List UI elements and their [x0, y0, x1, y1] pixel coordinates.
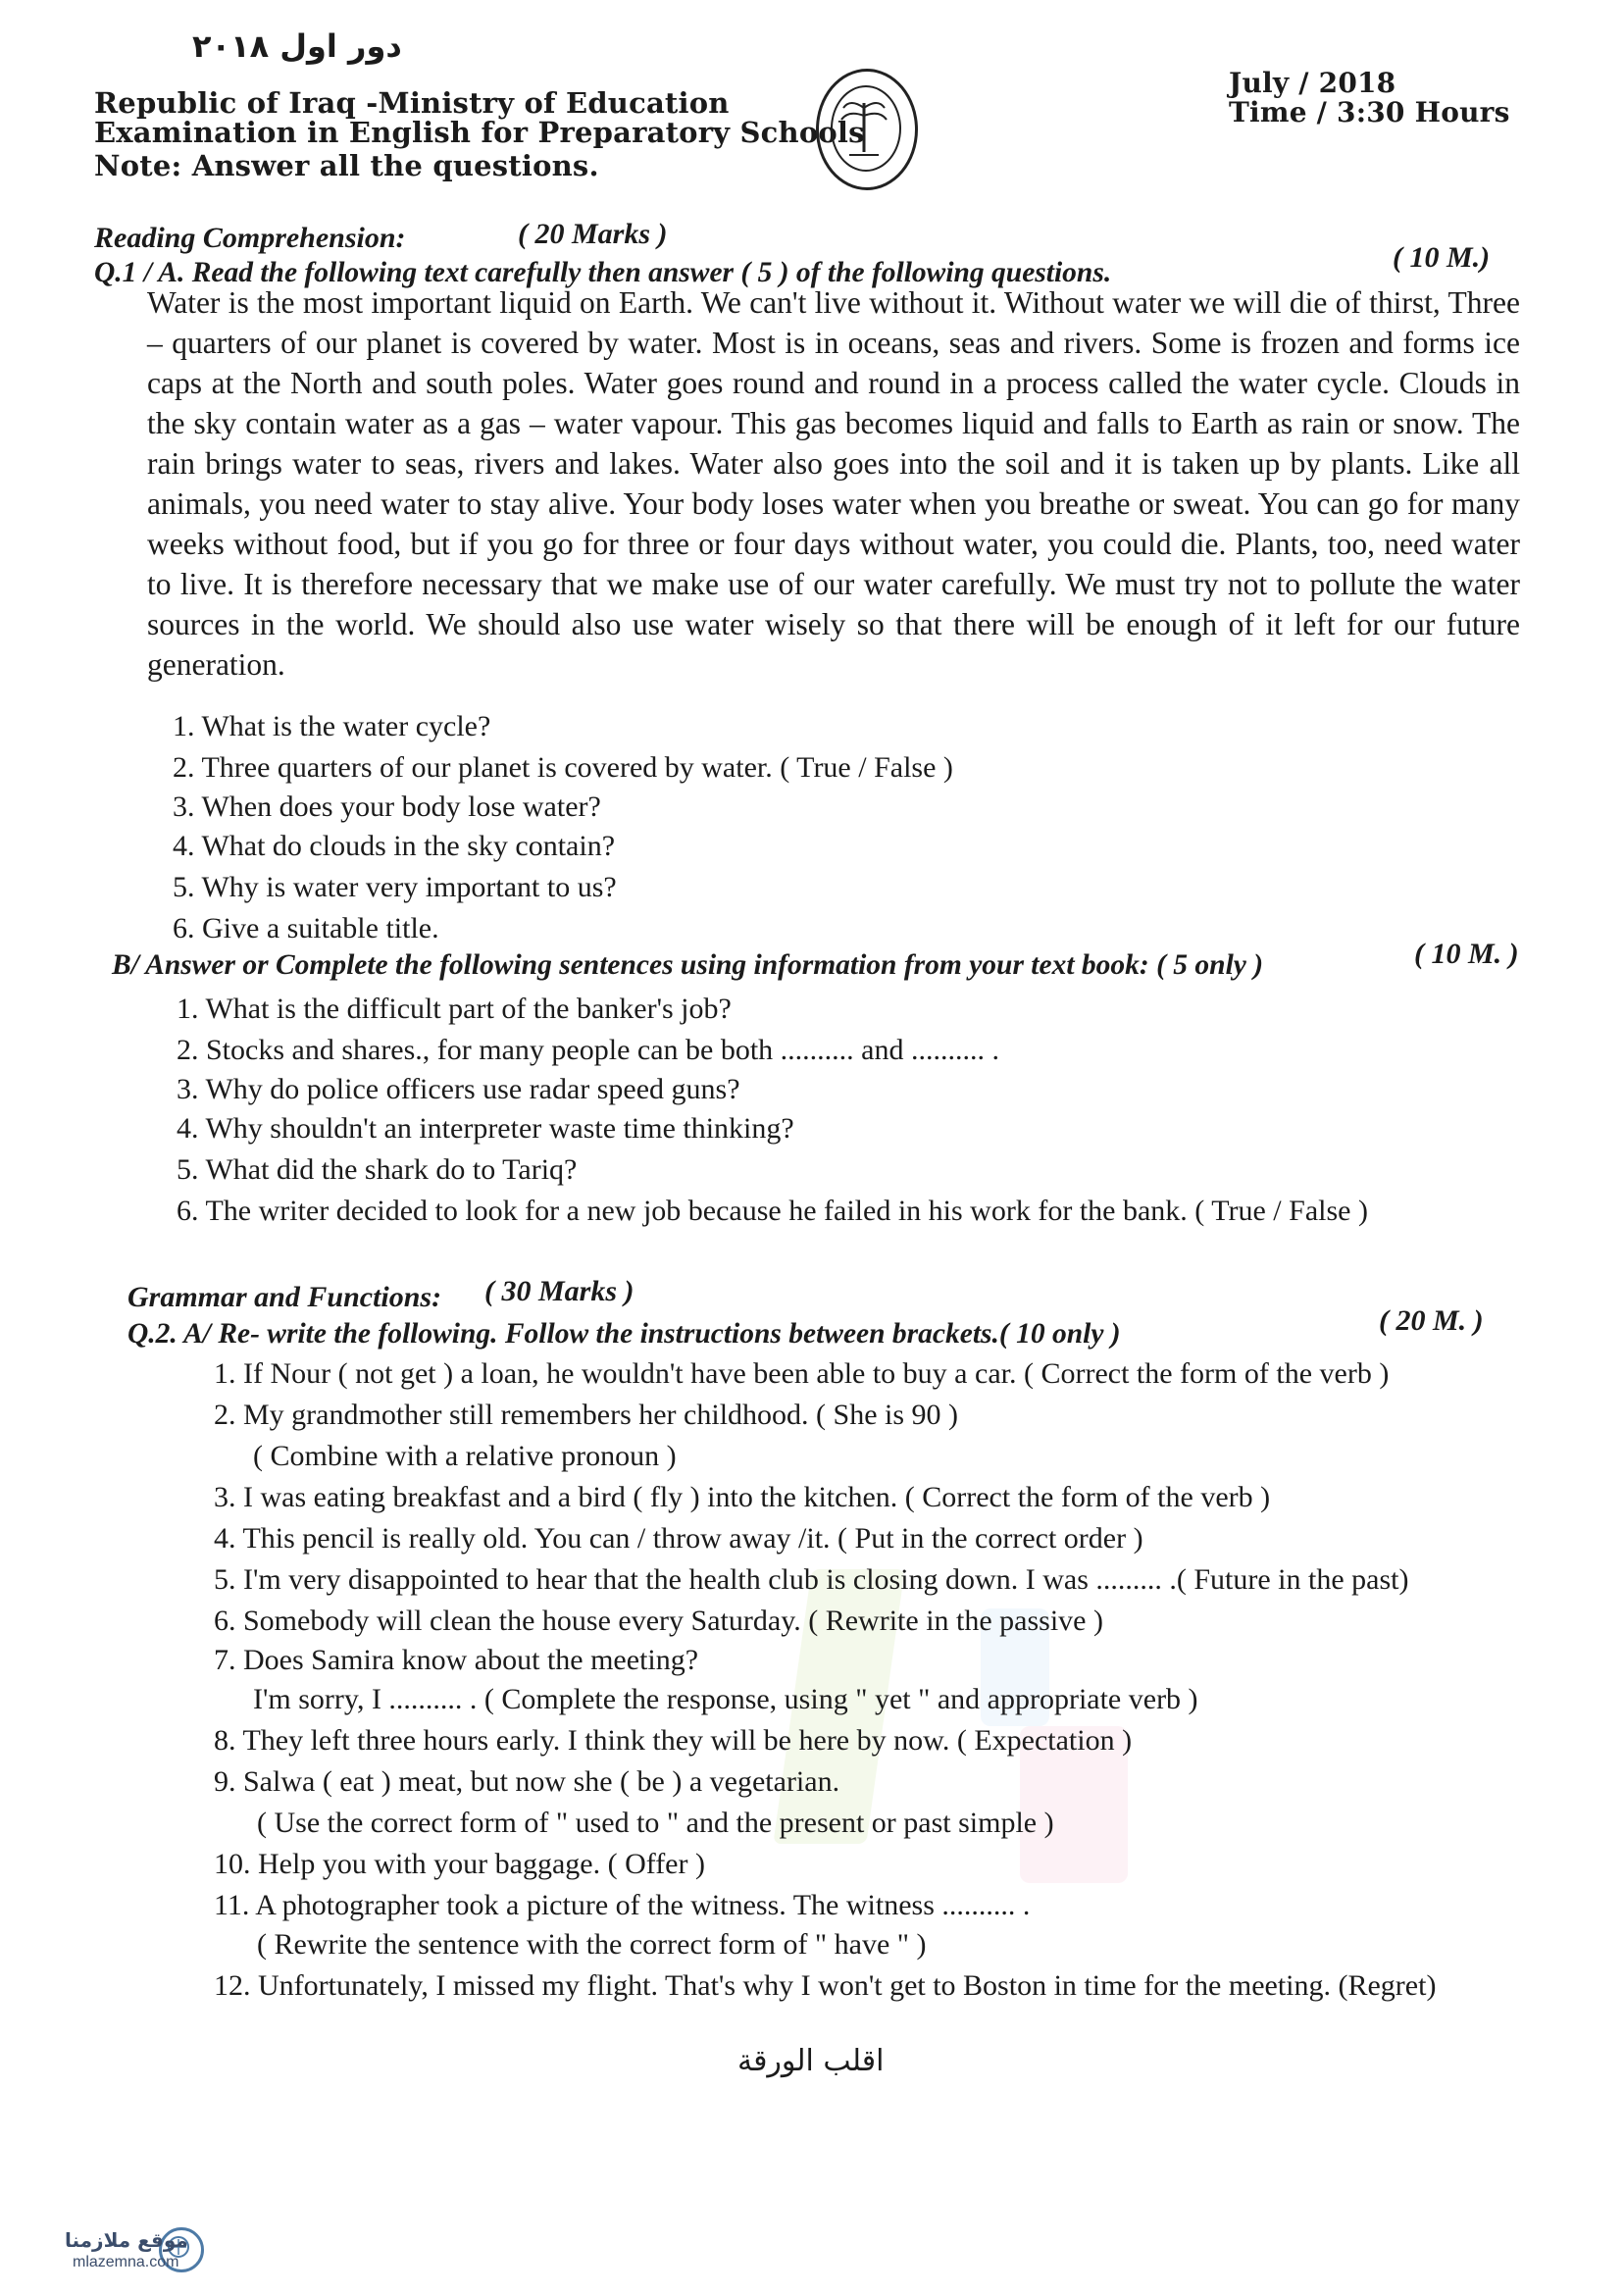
q1b-item: 4. Why shouldn't an interpreter waste time thinking?: [177, 1112, 794, 1145]
q2a-item-response: I'm sorry, I .......... . ( Complete the response, using " yet " and appropriate verb ): [253, 1683, 1198, 1715]
q1a-item: 4. What do clouds in the sky contain?: [173, 830, 616, 862]
reading-passage: Water is the most important liquid on Earth. We can't live without it. Without water we will die of thirst, Three – quarters of our planet is covered by water. Most is in oceans, seas and rivers. Some is frozen and forms ice caps at the North and south poles. Water goes round and round in a process called the water cycle. Clouds in the sky contain water as a gas – water vapour. This gas becomes liquid and falls to Earth as rain or snow. The rain brings water to seas, rivers and lakes. Water also goes into the soil and it is taken up by plants. Like all animals, you need water to stay alive. Your body loses water when you breathe or sweat. You can go for many weeks without food, but if you go for three or four days without water, you could die. Plants, too, need water to live. It is therefore necessary that we make use of our water carefully. We must try not to pollute the water sources in the world. We should also use water wisely so that there will be enough of it left for our future generation.: [147, 285, 1520, 682]
reading-section-marks: ( 20 Marks ): [518, 218, 668, 250]
q1b-item: 1. What is the difficult part of the banker's job?: [177, 993, 732, 1025]
turn-over-note: اقلب الورقة: [737, 2044, 885, 2078]
q1b-item: 6. The writer decided to look for a new job because he failed in his work for the bank. ( True / False ): [177, 1195, 1368, 1227]
exam-round-arabic: دور اول ٢٠١٨: [192, 27, 402, 65]
q1a-item: 1. What is the water cycle?: [173, 710, 491, 742]
q2a-item: 7. Does Samira know about the meeting?: [214, 1644, 699, 1676]
q1b-item: 2. Stocks and shares., for many people can be both .......... and .......... .: [177, 1034, 999, 1066]
exam-time: Time / 3:30 Hours: [1229, 96, 1510, 128]
q2a-item-instruction: ( Rewrite the sentence with the correct form of " have " ): [257, 1928, 927, 1961]
q2a-item: 9. Salwa ( eat ) meat, but now she ( be ) a vegetarian.: [214, 1765, 840, 1798]
q1b-item: 3. Why do police officers use radar speed guns?: [177, 1073, 740, 1105]
q1b-item: 5. What did the shark do to Tariq?: [177, 1153, 578, 1186]
q2a-item-instruction: ( Combine with a relative pronoun ): [253, 1440, 677, 1472]
q2a-item: 4. This pencil is really old. You can / throw away /it. ( Put in the correct order ): [214, 1522, 1143, 1555]
q2a-item: 6. Somebody will clean the house every Saturday. ( Rewrite in the passive ): [214, 1605, 1103, 1637]
header-note: Note: Answer all the questions.: [94, 149, 599, 182]
q1a-item: 2. Three quarters of our planet is covered by water. ( True / False ): [173, 751, 953, 784]
q2a-item: 11. A photographer took a picture of the witness. The witness .......... .: [214, 1889, 1031, 1921]
q1b-instruction: B/ Answer or Complete the following sentences using information from your text book: ( 5 only ): [112, 949, 1264, 981]
q2a-item: 2. My grandmother still remembers her childhood. ( She is 90 ): [214, 1399, 959, 1431]
q2a-marks: ( 20 M. ): [1379, 1304, 1484, 1337]
q1a-marks: ( 10 M.): [1393, 241, 1491, 274]
header-ministry: Republic of Iraq -Ministry of Education: [94, 86, 730, 120]
q1a-item: 6. Give a suitable title.: [173, 912, 439, 944]
q2a-item: 8. They left three hours early. I think they will be here by now. ( Expectation ): [214, 1724, 1133, 1757]
site-url: mlazemna.com: [73, 2254, 179, 2270]
q1b-marks: ( 10 M. ): [1414, 938, 1519, 970]
q2a-instruction: Q.2. A/ Re- write the following. Follow the instructions between brackets.( 10 only ): [127, 1318, 1121, 1350]
q2a-item: 1. If Nour ( not get ) a loan, he wouldn't have been able to buy a car. ( Correct the form of the verb ): [214, 1357, 1390, 1390]
grammar-section-marks: ( 30 Marks ): [484, 1275, 634, 1307]
q2a-item: 5. I'm very disappointed to hear that the health club is closing down. I was ......... .( Future in the past): [214, 1563, 1409, 1596]
q1a-item: 5. Why is water very important to us?: [173, 871, 617, 903]
q1a-item: 3. When does your body lose water?: [173, 790, 601, 823]
q2a-item: 12. Unfortunately, I missed my flight. That's why I won't get to Boston in time for the meeting. (Regret): [214, 1969, 1437, 2002]
q2a-item: 3. I was eating breakfast and a bird ( fly ) into the kitchen. ( Correct the form of the verb ): [214, 1481, 1271, 1513]
q2a-item-instruction: ( Use the correct form of " used to " and the present or past simple ): [257, 1807, 1054, 1839]
grammar-section-title: Grammar and Functions:: [127, 1281, 442, 1313]
q1a-instruction: Q.1 / A. Read the following text carefully then answer ( 5 ) of the following questions.: [94, 257, 1112, 288]
q2a-item: 10. Help you with your baggage. ( Offer ): [214, 1848, 705, 1880]
site-name-arabic: موقع ملازمنا: [65, 2228, 188, 2252]
reading-section-title: Reading Comprehension:: [94, 222, 406, 254]
exam-date: July / 2018: [1229, 67, 1396, 99]
ministry-seal-icon: [816, 69, 918, 190]
header-exam-title: Examination in English for Preparatory Schools: [94, 116, 865, 149]
